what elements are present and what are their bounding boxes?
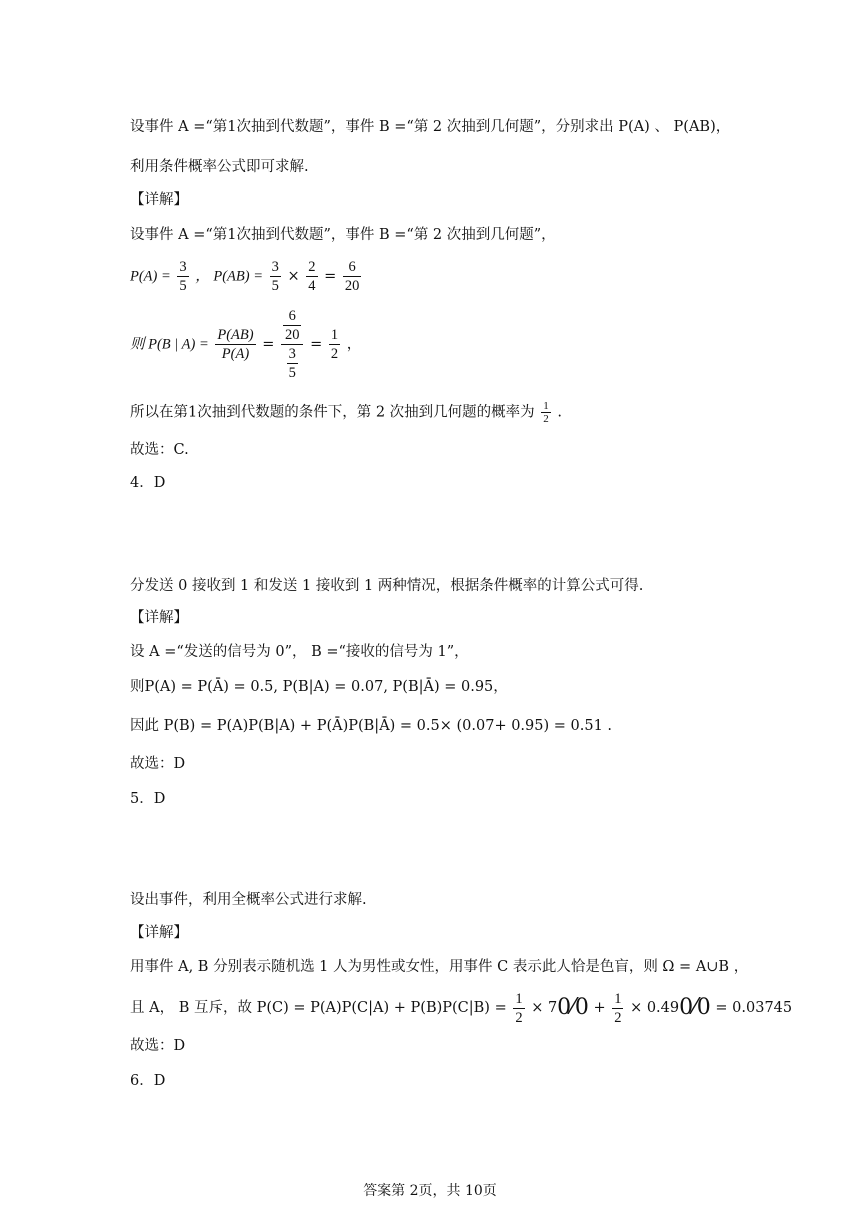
pab-f2-den: 4 (308, 278, 316, 294)
q3-conditional-line (130, 307, 361, 382)
q4-answer: 故选：D (130, 756, 186, 772)
q5-percent-2: 0⁄0 (679, 995, 711, 1020)
cond-res-den: 2 (330, 346, 339, 362)
concl-suffix: . (557, 404, 562, 421)
cond-complex-bottom (281, 345, 304, 382)
concl-num: 1 (543, 400, 549, 412)
q5-answer: 故选：D (130, 1038, 186, 1054)
cond-prefix: 则 P(B | A) = (130, 336, 209, 353)
pa-den: 5 (179, 278, 187, 294)
q5-detail-line-2 (130, 988, 792, 1028)
q4-detail-heading: 【详解】 (130, 610, 188, 626)
q4-detail-line-2: 则P(A) = P(Ā) = 0.5, P(B|A) = 0.07, P(B|Ā) = 0.95， (130, 679, 508, 695)
pab-times: × (287, 268, 300, 285)
cond-complex-fraction (281, 307, 304, 382)
q3-probability-line (130, 258, 363, 295)
concl-den: 2 (543, 413, 549, 425)
q3-analysis-line-2: 利用条件概率公式即可求解. (130, 159, 309, 175)
q5-number: 5．D (130, 791, 166, 807)
pab-res-num: 6 (343, 258, 362, 277)
pab-label: ， P(AB) = (195, 268, 264, 285)
q3-conclusion (130, 400, 562, 425)
cond-result (329, 326, 340, 363)
pab-res-den: 20 (344, 278, 360, 294)
q5-mid-2: × 0.49 (630, 1000, 680, 1016)
q5-percent-1: 0⁄0 (557, 995, 589, 1020)
q4-detail-line-1: 设 A =“发送的信号为 0”， B =“接收的信号为 1”， (130, 644, 469, 660)
pa-num: 3 (179, 259, 187, 275)
pa-label: P(A) = (130, 268, 171, 285)
pa-fraction (177, 258, 188, 295)
cond-num: P(AB) (217, 327, 254, 343)
concl-fraction (541, 400, 551, 425)
q6-number: 6．D (130, 1073, 166, 1089)
cond-eq-1: = (262, 336, 275, 353)
q5-fraction-1 (513, 990, 524, 1027)
q5-f1-den: 2 (515, 1009, 523, 1026)
pab-f1-num: 3 (271, 259, 279, 275)
q5-f2-num: 1 (614, 990, 622, 1007)
q3-detail-heading: 【详解】 (130, 192, 188, 208)
cond-top-den: 20 (284, 327, 300, 343)
q3-detail-line-1: 设事件 A =“第1次抽到代数题”，事件 B =“第 2 次抽到几何题”， (130, 227, 556, 243)
q4-number: 4．D (130, 475, 166, 491)
q4-analysis: 分发送 0 接收到 1 和发送 1 接收到 1 两种情况，根据条件概率的计算公式可得. (130, 578, 644, 594)
q5-fraction-2 (612, 990, 623, 1027)
cond-bot-num: 3 (288, 346, 296, 362)
cond-suffix: ， (346, 336, 362, 353)
cond-fraction (215, 326, 255, 363)
pab-result (343, 258, 362, 295)
pab-fraction-2 (306, 258, 317, 295)
cond-den: P(A) (221, 346, 250, 362)
cond-eq-2: = (310, 336, 323, 353)
q4-detail-line-3: 因此 P(B) = P(A)P(B|A) + P(Ā)P(B|Ā) = 0.5× (0.07+ 0.95) = 0.51 . (130, 718, 613, 734)
pab-eq: = (324, 268, 337, 285)
q5-detail-heading: 【详解】 (130, 925, 188, 941)
q5-plus: + (593, 1000, 606, 1016)
cond-bot-den: 5 (288, 365, 296, 381)
q5-f1-num: 1 (515, 990, 523, 1007)
q5-prefix: 且 A， B 互斥，故 P(C) = P(A)P(C|A) + P(B)P(C|B) = (130, 1000, 507, 1016)
q3-answer: 故选：C. (130, 442, 189, 458)
q5-analysis: 设出事件，利用全概率公式进行求解. (130, 892, 367, 908)
concl-prefix: 所以在第1次抽到代数题的条件下，第 2 次抽到几何题的概率为 (130, 404, 535, 421)
q5-mid-1: × 7 (531, 1000, 558, 1016)
cond-top-num: 6 (283, 307, 302, 326)
cond-res-num: 1 (330, 327, 339, 343)
pab-fraction-1 (270, 258, 281, 295)
q5-f2-den: 2 (614, 1009, 622, 1026)
page-footer: 答案第 2页，共 10页 (363, 1183, 497, 1199)
cond-complex-top (281, 307, 304, 345)
q5-detail-line-1: 用事件 A, B 分别表示随机选 1 人为男性或女性，用事件 C 表示此人恰是色盲，则 Ω = A∪B ， (130, 959, 749, 975)
q5-result: = 0.03745 (715, 1000, 793, 1016)
pab-f1-den: 5 (271, 278, 279, 294)
pab-f2-num: 2 (308, 259, 316, 275)
q3-analysis-line-1: 设事件 A =“第1次抽到代数题”，事件 B =“第 2 次抽到几何题”，分别求出 P(A) 、 P(AB)， (130, 119, 731, 135)
